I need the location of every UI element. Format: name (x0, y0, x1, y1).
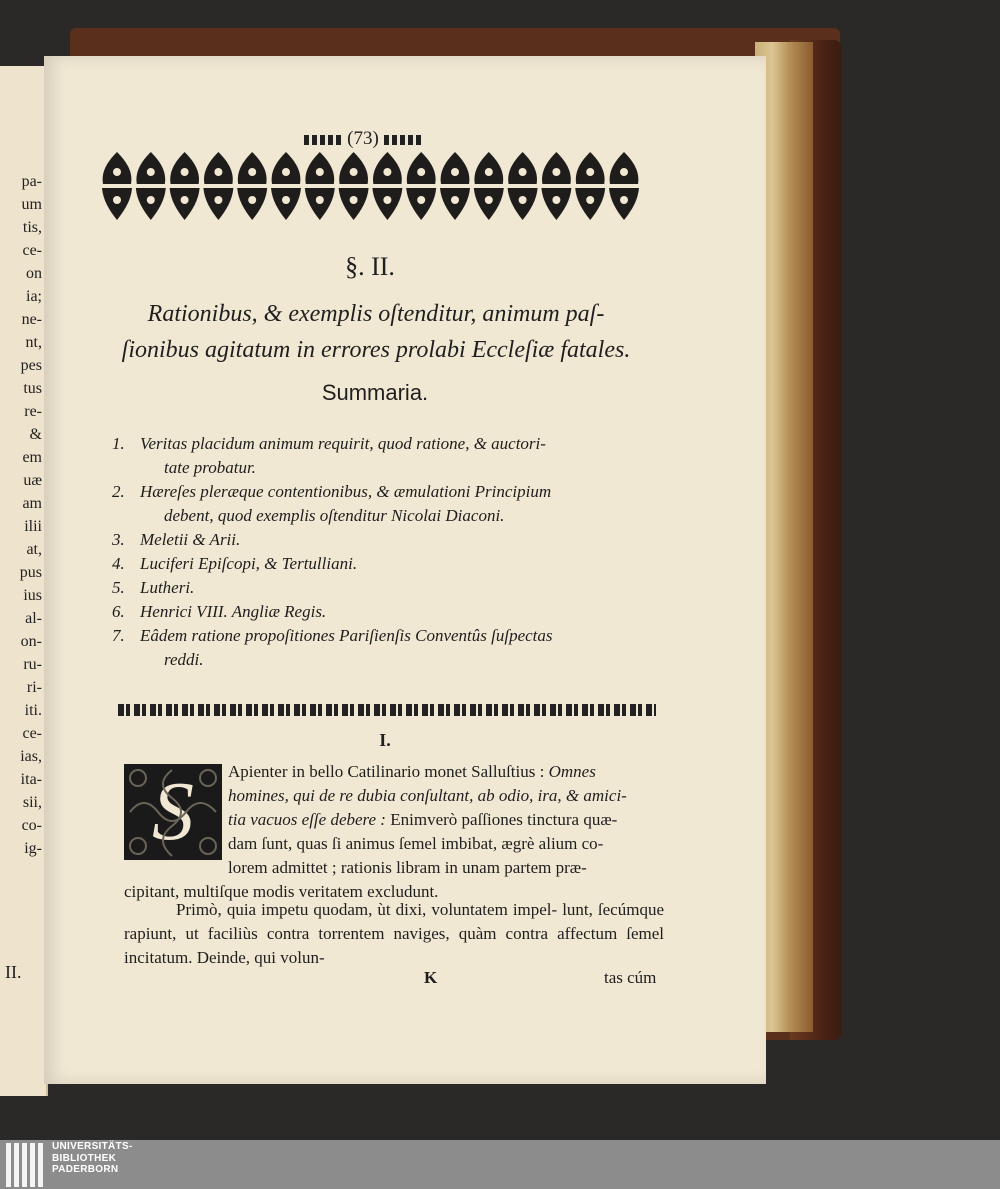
left-page-fragment: ia; (26, 288, 42, 305)
left-page-fragment: iti. (24, 702, 42, 719)
ornament-right-icon (384, 135, 422, 145)
fleuron-icon (203, 152, 233, 220)
fleuron-icon (102, 152, 132, 220)
summary-item-text: Meletii & Arii. (140, 530, 241, 549)
summary-item-text: Luciferi Epiſcopi, & Tertulliani. (140, 554, 358, 573)
body-line: Apienter in bello Catilinario monet Salluſtius : (228, 762, 545, 781)
summary-item-number: 6. (112, 602, 125, 621)
summary-item-number: 2. (112, 482, 125, 501)
signature-mark: K (424, 968, 438, 987)
logo-line: BIBLIOTHEK (52, 1152, 117, 1164)
summary-item (112, 600, 662, 624)
left-page-footer: II. (5, 962, 22, 982)
logo-line: PADERBORN (52, 1164, 119, 1175)
summary-item (112, 528, 662, 552)
body-line: lorem admittet ; rationis libram in unam partem præ- (228, 858, 587, 877)
body-quote: homines, qui de re dubia conſultant, ab odio, ira, & amici- (228, 786, 627, 805)
fleuron-icon (406, 152, 436, 220)
fleuron-icon (136, 152, 166, 220)
summary-item-continuation: reddi. (164, 650, 204, 669)
decorative-rule (118, 704, 656, 716)
headpiece-ornament (100, 150, 642, 222)
left-page-fragment: on (26, 265, 42, 282)
body-line: cipitant, multiſque modis veritatem excludunt. (124, 882, 439, 901)
left-page-fragment: at, (26, 541, 42, 558)
summary-item (112, 576, 662, 600)
left-page-fragment: ne- (21, 311, 42, 328)
fleuron-icon (339, 152, 369, 220)
summary-item-text: Veritas placidum animum requirit, quod ratione, & auctori- (140, 434, 546, 453)
left-page-fragment: pes (20, 357, 42, 374)
left-page-fragment: ilii (24, 518, 42, 535)
first-paragraph (124, 760, 664, 904)
left-page-fragment: co- (21, 817, 42, 834)
page-number-line (298, 128, 428, 150)
title-line-2: ſionibus agitatum in errores prolabi Eccleſiæ fatales. (121, 337, 631, 363)
left-page-fragment: em (22, 449, 42, 466)
left-page-fragment: uæ (23, 472, 42, 489)
summary-item-text: Henrici VIII. Angliæ Regis. (140, 602, 327, 621)
body-quote: tia vacuos eſſe debere : (228, 810, 386, 829)
summary-item-number: 4. (112, 554, 125, 573)
paragraph-number: I. (379, 730, 391, 750)
summary-item-number: 3. (112, 530, 125, 549)
left-page-fragment: pus (19, 564, 42, 581)
left-page-fragment: re- (24, 403, 42, 420)
left-page-fragment: ius (23, 587, 42, 604)
left-page-fragment: tis, (22, 219, 42, 236)
left-page-fragment: ru- (23, 656, 42, 673)
left-page-fragment: ig- (24, 840, 42, 857)
left-page-fragment: sii, (22, 794, 42, 811)
fleuron-icon (271, 152, 301, 220)
page-number: (73) (347, 128, 379, 149)
summary-list (112, 432, 662, 672)
left-page-fragment: ce- (22, 725, 42, 742)
fleuron-icon (237, 152, 267, 220)
footer-bar (0, 1140, 1000, 1189)
summary-item (112, 552, 662, 576)
summary-item-number: 1. (112, 434, 125, 453)
summary-item (112, 480, 662, 528)
left-page-text-fragments (0, 170, 44, 860)
fleuron-icon (170, 152, 200, 220)
left-page-fragment: nt, (25, 334, 42, 351)
fleuron-icon (609, 152, 639, 220)
initial-letter: S (152, 765, 194, 858)
left-page-fragment: on- (20, 633, 42, 650)
left-page-fragment: ce- (22, 242, 42, 259)
left-page-fragment: ita- (20, 771, 42, 788)
logo-line: UNIVERSITÄTS- (52, 1141, 133, 1152)
second-paragraph: Primò, quia impetu quodam, ùt dixi, voluntatem impel- lunt, ſecúmque rapiunt, ut faciliùs contra torrentem naviges, quàm contra affectum ſemel incitatum. Deinde, qui volun- (124, 900, 664, 967)
section-heading: §. II. (345, 252, 395, 281)
left-page-fragment: al- (25, 610, 42, 627)
ornament-left-icon (304, 135, 342, 145)
summary-item-number: 7. (112, 626, 125, 645)
summary-item (112, 432, 662, 480)
left-page-fragment: tus (23, 380, 42, 397)
fleuron-icon (474, 152, 504, 220)
library-logo-text[interactable] (52, 1141, 133, 1176)
summaria-heading: Summaria. (321, 380, 429, 405)
summary-item-text: Hæreſes pleræque contentionibus, & æmulationi Principium (140, 482, 552, 501)
section-title (106, 296, 646, 368)
left-page-fragment: am (22, 495, 42, 512)
summary-item-text: Lutheri. (140, 578, 195, 597)
fleuron-icon (305, 152, 335, 220)
body-line: Enimverò paſſiones tinctura quæ- (390, 810, 618, 829)
left-page-fragment: & (29, 426, 42, 443)
left-page-fragment: pa- (21, 173, 42, 190)
fleuron-icon (440, 152, 470, 220)
summary-item-number: 5. (112, 578, 125, 597)
summary-item (112, 624, 662, 672)
fleuron-band-icon (100, 150, 642, 222)
library-logo-icon[interactable] (6, 1143, 46, 1187)
fleuron-icon (372, 152, 402, 220)
left-page-fragment: ias, (20, 748, 42, 765)
fleuron-icon (541, 152, 571, 220)
summary-item-continuation: tate probatur. (164, 458, 256, 477)
catchword: tas cúm (604, 968, 657, 987)
fleuron-icon (575, 152, 605, 220)
title-line-1: Rationibus, & exemplis oſtenditur, animum paſ- (147, 301, 605, 327)
body-line: dam ſunt, quas ſi animus ſemel imbibat, ægrè alium co- (228, 834, 604, 853)
summary-item-continuation: debent, quod exemplis oſtenditur Nicolai Diaconi. (164, 506, 505, 525)
summary-item-text: Eâdem ratione propoſitiones Pariſienſis Conventûs ſuſpectas (140, 626, 553, 645)
left-page-fragment: um (21, 196, 42, 213)
body-quote: Omnes (548, 762, 596, 781)
left-page-fragment: ri- (26, 679, 42, 696)
fleuron-icon (508, 152, 538, 220)
